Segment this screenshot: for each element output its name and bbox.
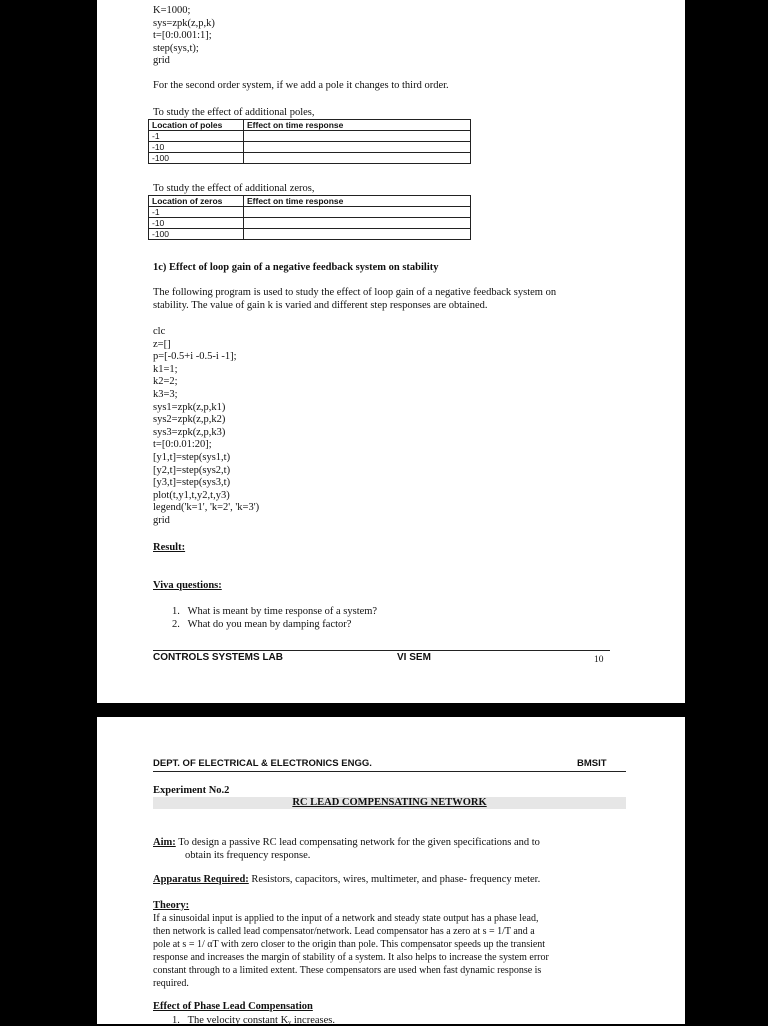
table-cell — [244, 207, 471, 218]
effect-heading: Effect of Phase Lead Compensation — [153, 1001, 313, 1012]
code-line: sys1=zpk(z,p,k1) — [153, 401, 226, 413]
code-line: k2=2; — [153, 376, 178, 388]
table-cell — [244, 218, 471, 229]
department-header: DEPT. OF ELECTRICAL & ELECTRONICS ENGG. — [153, 758, 372, 769]
page-number: 10 — [594, 655, 604, 665]
table-header-cell: Effect on time response — [244, 196, 471, 207]
footer-left: CONTROLS SYSTEMS LAB — [153, 652, 284, 663]
code-line: grid — [153, 514, 170, 526]
viva-item — [172, 606, 377, 617]
aim-text-continued: obtain its frequency response. — [185, 850, 311, 861]
code-line: z=[] — [153, 338, 171, 350]
code-line: [y3,t]=step(sys3,t) — [153, 477, 231, 489]
zeros-caption: To study the effect of additional zeros, — [153, 183, 315, 194]
result-heading: Result: — [153, 542, 186, 553]
table-cell — [244, 153, 471, 164]
code-line: k1=1; — [153, 363, 178, 375]
cut-off-code-line — [153, 0, 156, 2]
theory-paragraph — [153, 912, 626, 991]
theory-heading: Theory: — [153, 900, 190, 911]
section-para-line: The following program is used to study the effect of loop gain of a negative feedback system on — [153, 287, 557, 298]
viva-item-text: What is meant by time response of a system? — [187, 606, 378, 617]
second-order-note: For the second order system, if we add a pole it changes to third order. — [153, 80, 449, 91]
table-cell — [244, 142, 471, 153]
viva-item-number: 1. — [172, 606, 180, 617]
aim-text: To design a passive RC lead compensating network for the given specifications and to — [178, 837, 540, 848]
code-line: plot(t,y1,t,y2,t,y3) — [153, 489, 230, 501]
theory-line: constant through to a limited extent. These compensators are used when fast dynamic response is — [153, 965, 542, 977]
document-page-2 — [97, 717, 685, 1024]
code-line: sys2=zpk(z,p,k2) — [153, 414, 226, 426]
code-line: grid — [153, 55, 170, 67]
document-page-1 — [97, 0, 685, 703]
table-cell — [244, 229, 471, 240]
poles-table — [148, 119, 471, 164]
code-line: t=[0:0.001:1]; — [153, 30, 212, 42]
footer-rule — [153, 650, 610, 651]
table-cell: -10 — [149, 218, 244, 229]
code-line: p=[-0.5+i -0.5-i -1]; — [153, 351, 237, 363]
effect-item — [172, 1015, 335, 1026]
table-row — [149, 229, 471, 240]
code-line: step(sys,t); — [153, 42, 199, 54]
theory-line: pole at s = 1/ αT with zero closer to the origin than pole. This compensator speeds up the transient — [153, 939, 546, 951]
theory-line: then network is called lead compensator/network. Lead compensator has a zero at s = 1/T and a — [153, 926, 535, 938]
table-header-row — [149, 120, 471, 131]
table-cell: -100 — [149, 153, 244, 164]
code-line: K=1000; — [153, 5, 191, 16]
footer-center: VI SEM — [397, 652, 431, 663]
experiment-label: Experiment No.2 — [153, 785, 230, 796]
viva-item-number: 2. — [172, 619, 180, 630]
code-line: legend('k=1', 'k=2', 'k=3') — [153, 502, 260, 514]
aim-line — [153, 837, 540, 848]
header-rule — [153, 771, 626, 772]
section-para-line: stability. The value of gain k is varied and different step responses are obtained. — [153, 300, 488, 311]
code-line: t=[0:0.01:20]; — [153, 439, 212, 451]
apparatus-text: Resistors, capacitors, wires, multimeter, and phase- frequency meter. — [251, 874, 541, 885]
section-heading-1c: 1c) Effect of loop gain of a negative feedback system on stability — [153, 262, 439, 273]
code-line: sys3=zpk(z,p,k3) — [153, 426, 226, 438]
theory-line: response and increases the margin of stability of a system. It also helps to increase the system error — [153, 952, 549, 964]
code-line: k3=3; — [153, 388, 178, 400]
theory-line: If a sinusoidal input is applied to the input of a network and steady state output has a phase lead, — [153, 913, 539, 924]
table-header-cell: Location of zeros — [149, 196, 244, 207]
code-line: clc — [153, 326, 166, 337]
code-line: sys=zpk(z,p,k) — [153, 17, 215, 29]
table-row — [149, 207, 471, 218]
table-cell: -1 — [149, 131, 244, 142]
institute-header: BMSIT — [577, 758, 607, 769]
table-cell: -10 — [149, 142, 244, 153]
effect-item-number: 1. — [172, 1015, 180, 1026]
theory-line: required. — [153, 978, 189, 990]
aim-label: Aim: — [153, 837, 176, 848]
effect-item-text: The velocity constant Kᵥ increases. — [187, 1015, 335, 1026]
table-row — [149, 153, 471, 164]
table-header-cell: Effect on time response — [244, 120, 471, 131]
table-row — [149, 218, 471, 229]
code-main — [153, 326, 259, 528]
code-line: [y1,t]=step(sys1,t) — [153, 451, 231, 463]
apparatus-line — [153, 874, 540, 885]
table-row — [149, 131, 471, 142]
poles-caption: To study the effect of additional poles, — [153, 107, 315, 118]
viva-item — [172, 619, 351, 630]
apparatus-label: Apparatus Required: — [153, 874, 249, 885]
table-cell: -100 — [149, 229, 244, 240]
table-row — [149, 142, 471, 153]
table-cell — [244, 131, 471, 142]
viva-item-text: What do you mean by damping factor? — [187, 619, 352, 630]
code-top — [153, 5, 215, 68]
viva-heading: Viva questions: — [153, 580, 222, 591]
table-cell: -1 — [149, 207, 244, 218]
code-line: [y2,t]=step(sys2,t) — [153, 464, 231, 476]
experiment-title: RC LEAD COMPENSATING NETWORK — [292, 797, 487, 808]
table-header-row — [149, 196, 471, 207]
table-header-cell: Location of poles — [149, 120, 244, 131]
zeros-table — [148, 195, 471, 240]
